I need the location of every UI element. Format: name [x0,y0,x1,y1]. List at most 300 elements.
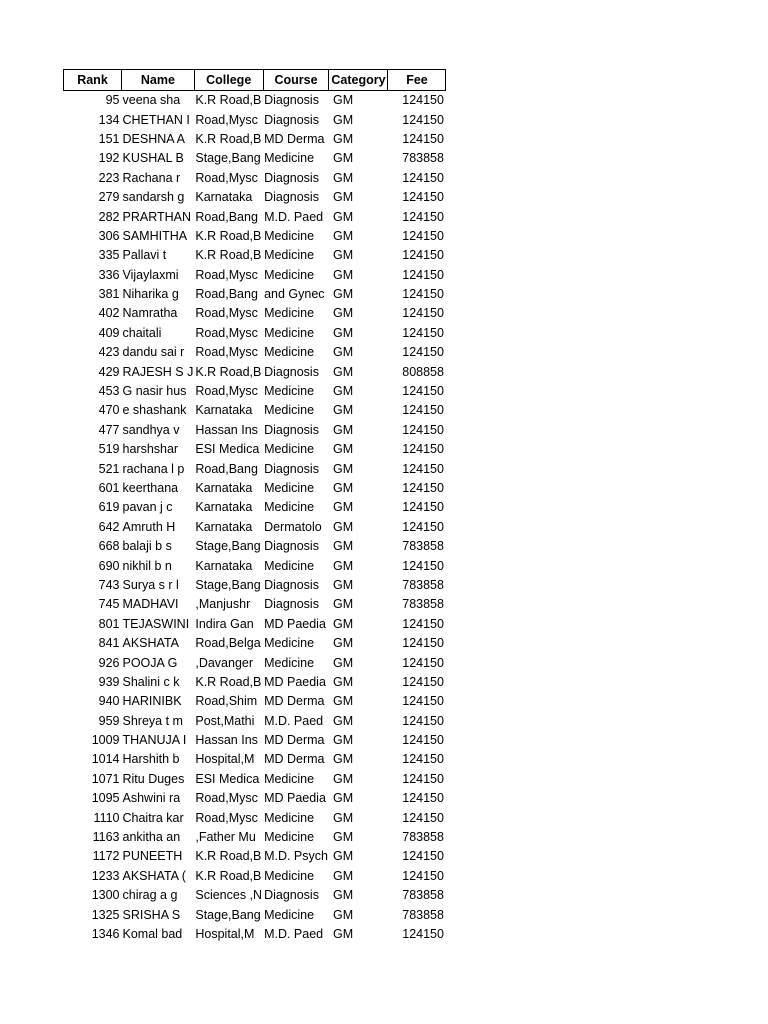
college-cell[interactable]: Road,Mysc [195,112,258,127]
rank-cell[interactable]: 1172 [92,849,120,864]
college-cell[interactable]: Indira Gan [195,616,254,631]
course-cell[interactable]: M.D. Paed [264,713,324,728]
fee-cell[interactable]: 808858 [402,364,444,379]
course-cell[interactable]: Medicine [264,228,315,243]
name-cell[interactable]: sandarsh g [122,190,185,205]
fee-cell[interactable]: 124150 [402,170,444,185]
course-cell[interactable]: Medicine [264,500,315,515]
category-cell[interactable]: GM [332,849,354,864]
category-cell[interactable]: GM [332,422,354,437]
category-cell[interactable]: GM [332,771,354,786]
college-cell[interactable]: Karnataka [195,481,253,495]
table-row [64,149,446,168]
college-cell[interactable]: Road,Mysc [195,810,258,825]
name-cell[interactable]: pavan j c [122,500,173,515]
course-cell[interactable]: Medicine [264,325,315,340]
header-fee[interactable]: Fee [388,70,446,91]
course-cell[interactable]: Diagnosis [264,364,319,379]
category-cell[interactable]: GM [332,481,354,495]
fee-cell[interactable]: 783858 [402,830,444,845]
course-cell[interactable]: Diagnosis [264,93,319,108]
college-cell[interactable]: Karnataka [195,558,253,573]
rank-cell[interactable]: 601 [98,481,120,495]
category-cell[interactable]: GM [332,209,354,224]
course-cell[interactable]: Medicine [264,306,315,321]
header-rank[interactable]: Rank [64,70,122,91]
rank-cell[interactable]: 668 [98,539,120,554]
name-cell[interactable]: HARINIBK [122,694,182,709]
course-cell[interactable]: M.D. Paed [264,926,324,941]
college-cell[interactable]: K.R Road,B [195,364,262,379]
category-cell[interactable]: GM [332,325,354,340]
table-row [64,459,446,478]
fee-cell[interactable]: 124150 [402,694,444,709]
course-cell[interactable]: Diagnosis [264,112,319,127]
name-cell[interactable]: AKSHATA ( [122,868,186,883]
category-cell[interactable]: GM [332,190,354,205]
college-cell[interactable]: ,Manjushr [195,597,251,612]
course-cell[interactable]: Medicine [264,810,315,825]
name-cell[interactable]: Shalini c k [122,674,180,689]
rank-cell[interactable]: 1095 [91,791,120,806]
fee-cell[interactable]: 783858 [402,907,444,922]
college-cell[interactable]: Stage,Bang [195,539,261,554]
college-cell[interactable]: Road,Mysc [195,325,258,340]
rank-cell[interactable]: 745 [98,597,120,612]
rank-cell[interactable]: 743 [98,577,120,592]
rank-cell[interactable]: 409 [98,325,120,340]
course-cell[interactable]: M.D. Paed [264,209,324,224]
college-cell[interactable]: Road,Mysc [195,306,258,321]
fee-cell[interactable]: 124150 [402,849,444,864]
table-body [64,91,446,945]
fee-cell[interactable]: 124150 [402,616,444,631]
name-cell[interactable]: Ritu Duges [122,771,185,786]
fee-cell[interactable]: 124150 [402,442,444,457]
course-cell[interactable]: MD Paedia [264,674,326,689]
rank-cell[interactable]: 223 [98,170,120,185]
course-cell[interactable]: Diagnosis [264,888,319,903]
name-cell[interactable]: TEJASWINI [122,616,190,631]
name-cell[interactable]: nikhil b n [122,558,172,573]
college-cell[interactable]: K.R Road,B [195,674,262,689]
category-cell[interactable]: GM [332,500,354,515]
college-cell[interactable]: Road,Mysc [195,345,258,360]
rank-cell[interactable]: 279 [98,190,120,205]
fee-cell[interactable]: 124150 [402,131,444,146]
category-cell[interactable]: GM [332,248,354,263]
rank-cell[interactable]: 1325 [91,907,120,922]
fee-cell[interactable]: 124150 [402,752,444,767]
rank-cell[interactable]: 959 [98,713,120,728]
rank-cell[interactable]: 926 [98,655,120,670]
category-cell[interactable]: GM [332,888,354,903]
category-cell[interactable]: GM [332,170,354,185]
category-cell[interactable]: GM [332,267,354,282]
name-cell[interactable]: Vijaylaxmi [122,267,179,282]
college-cell[interactable]: Karnataka [195,519,253,534]
rank-cell[interactable]: 1346 [91,926,120,941]
name-cell[interactable]: Komal bad [122,926,183,941]
course-cell[interactable]: Medicine [264,655,315,670]
name-cell[interactable]: harshshar [122,442,179,457]
name-cell[interactable]: keerthana [122,481,179,495]
name-cell[interactable]: RAJESH S J [122,364,194,379]
course-cell[interactable]: Diagnosis [264,539,319,554]
college-cell[interactable]: Hassan Ins [195,422,258,437]
table-row [64,847,446,866]
category-cell[interactable]: GM [332,403,354,418]
college-cell[interactable]: ,Davanger [195,655,254,670]
fee-cell[interactable]: 124150 [402,306,444,321]
rank-cell[interactable]: 519 [98,442,120,457]
rank-cell[interactable]: 1233 [91,868,120,883]
rank-cell[interactable]: 1300 [91,888,120,903]
fee-cell[interactable]: 124150 [402,403,444,418]
course-cell[interactable]: MD Derma [264,733,325,748]
fee-cell[interactable]: 124150 [402,384,444,399]
fee-cell[interactable]: 783858 [402,539,444,554]
rank-cell[interactable]: 642 [98,519,120,534]
header-college[interactable]: College [194,70,263,91]
college-cell[interactable]: Karnataka [195,190,253,205]
rank-cell[interactable]: 470 [98,403,120,418]
table-row [64,905,446,924]
fee-cell[interactable]: 783858 [402,151,444,166]
fee-cell[interactable]: 124150 [402,733,444,748]
fee-cell[interactable]: 124150 [402,926,444,941]
name-cell[interactable]: PRARTHAN [122,209,192,224]
course-cell[interactable]: Medicine [264,830,315,845]
table-row [64,421,446,440]
name-cell[interactable]: Amruth H [122,519,176,534]
rank-cell[interactable]: 1163 [92,830,120,845]
course-cell[interactable]: Dermatolo [264,519,322,534]
fee-cell[interactable]: 783858 [402,597,444,612]
rank-cell[interactable]: 939 [98,674,120,689]
table-row [64,382,446,401]
rank-cell[interactable]: 940 [98,694,120,709]
course-cell[interactable]: MD Paedia [264,616,326,631]
fee-cell[interactable]: 124150 [402,810,444,825]
fee-cell[interactable]: 783858 [402,888,444,903]
category-cell[interactable]: GM [332,131,354,146]
name-cell[interactable]: Rachana r [122,170,181,185]
rank-cell[interactable]: 423 [98,345,120,360]
college-cell[interactable]: Hospital,M [195,752,255,767]
name-cell[interactable]: THANUJA I [122,733,187,748]
fee-cell[interactable]: 124150 [402,209,444,224]
name-cell[interactable]: chaitali [122,325,162,340]
category-cell[interactable]: GM [332,733,354,748]
course-cell[interactable]: Medicine [264,907,315,922]
table-row [64,285,446,304]
fee-cell[interactable]: 124150 [402,655,444,670]
name-cell[interactable]: POOJA G [122,655,178,670]
name-cell[interactable]: dandu sai r [122,345,185,360]
category-cell[interactable]: GM [332,364,354,379]
category-cell[interactable]: GM [332,926,354,941]
fee-cell[interactable]: 124150 [402,771,444,786]
name-cell[interactable]: Shreya t m [122,713,183,728]
table-row [64,673,446,692]
fee-cell[interactable]: 124150 [402,791,444,806]
college-cell[interactable]: K.R Road,B [195,868,262,883]
category-cell[interactable]: GM [332,636,354,651]
college-cell[interactable]: Hospital,M [195,926,255,941]
category-cell[interactable]: GM [332,810,354,825]
category-cell[interactable]: GM [332,558,354,573]
college-cell[interactable]: Post,Mathi [195,713,255,728]
name-cell[interactable]: ankitha an [122,830,181,845]
table-row [64,808,446,827]
category-cell[interactable]: GM [332,868,354,883]
college-cell[interactable]: Stage,Bang [195,577,261,592]
college-cell[interactable]: Road,Bang [195,287,258,302]
course-cell[interactable]: and Gynec [264,287,325,302]
name-cell[interactable]: Pallavi t [122,248,167,263]
table-row [64,789,446,808]
table-row [64,615,446,634]
name-cell[interactable]: SAMHITHA [122,228,188,243]
category-cell[interactable]: GM [332,577,354,592]
table-row [64,556,446,575]
fee-cell[interactable]: 124150 [402,325,444,340]
category-cell[interactable]: GM [332,228,354,243]
name-cell[interactable]: AKSHATA [122,636,179,651]
course-cell[interactable]: Medicine [264,442,315,457]
course-cell[interactable]: Diagnosis [264,597,319,612]
rank-cell[interactable]: 336 [98,267,120,282]
rank-cell[interactable]: 429 [98,364,120,379]
college-cell[interactable]: Karnataka [195,403,253,418]
table-row [64,867,446,886]
course-cell[interactable]: Medicine [264,151,315,166]
category-cell[interactable]: GM [332,519,354,534]
rank-cell[interactable]: 306 [98,228,120,243]
category-cell[interactable]: GM [332,694,354,709]
category-cell[interactable]: GM [332,461,354,476]
rank-cell[interactable]: 282 [98,209,120,224]
college-cell[interactable]: Road,Bang [195,209,258,224]
fee-cell[interactable]: 124150 [402,713,444,728]
header-name[interactable]: Name [122,70,195,91]
category-cell[interactable]: GM [332,655,354,670]
college-cell[interactable]: K.R Road,B [195,849,262,864]
rank-cell[interactable]: 690 [98,558,120,573]
rank-cell[interactable]: 1071 [91,771,120,786]
category-cell[interactable]: GM [332,907,354,922]
rank-cell[interactable]: 1009 [91,733,120,748]
name-cell[interactable]: Ashwini ra [122,791,181,806]
course-cell[interactable]: MD Derma [264,752,325,767]
college-cell[interactable]: Stage,Bang [195,907,261,922]
college-cell[interactable]: Road,Shim [195,694,258,709]
fee-cell[interactable]: 124150 [402,228,444,243]
table-row [64,188,446,207]
name-cell[interactable]: veena sha [122,93,181,108]
rank-cell[interactable]: 151 [98,131,120,146]
fee-cell[interactable]: 124150 [402,422,444,437]
course-cell[interactable]: Medicine [264,481,315,495]
college-cell[interactable]: ESI Medica [195,771,260,786]
name-cell[interactable]: rachana l p [122,461,185,476]
fee-cell[interactable]: 124150 [402,519,444,534]
fee-cell[interactable]: 124150 [402,461,444,476]
name-cell[interactable]: e shashank [122,403,187,418]
fee-cell[interactable]: 124150 [402,481,444,495]
name-cell[interactable]: balaji b s [122,539,172,554]
category-cell[interactable]: GM [332,151,354,166]
college-cell[interactable]: K.R Road,B [195,248,262,263]
table-row [64,750,446,769]
name-cell[interactable]: Surya s r l [122,577,179,592]
rank-cell[interactable]: 619 [98,500,120,515]
name-cell[interactable]: sandhya v [122,422,180,437]
table-row [64,479,446,498]
category-cell[interactable]: GM [332,384,354,399]
category-cell[interactable]: GM [332,752,354,767]
college-cell[interactable]: Karnataka [195,500,253,515]
table-row [64,595,446,614]
course-cell[interactable]: MD Derma [264,131,325,146]
name-cell[interactable]: CHETHAN I [122,112,190,127]
college-cell[interactable]: ESI Medica [195,442,260,457]
name-cell[interactable]: SRISHA S [122,907,181,922]
rank-cell[interactable]: 95 [105,93,120,108]
college-cell[interactable]: Road,Belga [195,636,261,651]
category-cell[interactable]: GM [332,306,354,321]
course-cell[interactable]: Diagnosis [264,190,319,205]
table-row [64,731,446,750]
rank-cell[interactable]: 134 [98,112,120,127]
college-cell[interactable]: Stage,Bang [195,151,261,166]
college-cell[interactable]: ,Father Mu [195,830,256,845]
category-cell[interactable]: GM [332,287,354,302]
course-cell[interactable]: Medicine [264,771,315,786]
college-cell[interactable]: K.R Road,B [195,93,262,108]
fee-cell[interactable]: 124150 [402,248,444,263]
table-row [64,498,446,517]
name-cell[interactable]: PUNEETH [122,849,183,864]
fee-cell[interactable]: 124150 [402,267,444,282]
fee-cell[interactable]: 124150 [402,558,444,573]
course-cell[interactable]: Diagnosis [264,577,319,592]
table-row [64,576,446,595]
fee-cell[interactable]: 124150 [402,345,444,360]
rank-cell[interactable]: 521 [98,461,120,476]
college-cell[interactable]: Sciences ,N [195,888,263,903]
table-row [64,227,446,246]
rank-cell[interactable]: 477 [98,422,120,437]
table-row [64,304,446,323]
college-cell[interactable]: Road,Bang [195,461,258,476]
category-cell[interactable]: GM [332,597,354,612]
course-cell[interactable]: MD Derma [264,694,325,709]
course-cell[interactable]: Medicine [264,248,315,263]
rank-cell[interactable]: 335 [98,248,120,263]
category-cell[interactable]: GM [332,539,354,554]
name-cell[interactable]: chirag a g [122,888,178,903]
fee-cell[interactable]: 124150 [402,868,444,883]
course-cell[interactable]: Diagnosis [264,170,319,185]
name-cell[interactable]: KUSHAL B [122,151,184,166]
header-category[interactable]: Category [329,70,388,91]
fee-cell[interactable]: 124150 [402,93,444,108]
category-cell[interactable]: GM [332,616,354,631]
college-cell[interactable]: Road,Mysc [195,791,258,806]
table-row [64,770,446,789]
table-row [64,886,446,905]
fee-cell[interactable]: 124150 [402,674,444,689]
table-row [64,324,446,343]
fee-cell[interactable]: 124150 [402,636,444,651]
category-cell[interactable]: GM [332,442,354,457]
college-cell[interactable]: Road,Mysc [195,267,258,282]
rank-cell[interactable]: 453 [98,384,120,399]
name-cell[interactable]: Namratha [122,306,178,321]
college-cell[interactable]: Road,Mysc [195,170,258,185]
name-cell[interactable]: Niharika g [122,287,179,302]
rank-cell[interactable]: 402 [98,306,120,321]
name-cell[interactable]: DESHNA A [122,131,186,146]
fee-cell[interactable]: 124150 [402,112,444,127]
college-cell[interactable]: K.R Road,B [195,228,262,243]
rank-cell[interactable]: 381 [98,287,120,302]
course-cell[interactable]: Medicine [264,384,315,399]
fee-cell[interactable]: 124150 [402,287,444,302]
course-cell[interactable]: Medicine [264,636,315,651]
name-cell[interactable]: G nasir hus [122,384,187,399]
name-cell[interactable]: Chaitra kar [122,810,184,825]
category-cell[interactable]: GM [332,112,354,127]
table-row [64,692,446,711]
rank-cell[interactable]: 801 [98,616,120,631]
rank-cell[interactable]: 1110 [93,810,120,825]
fee-cell[interactable]: 783858 [402,577,444,592]
category-cell[interactable]: GM [332,674,354,689]
course-cell[interactable]: Medicine [264,558,315,573]
course-cell[interactable]: Medicine [264,403,315,418]
table-row [64,401,446,420]
college-cell[interactable]: K.R Road,B [195,131,262,146]
category-cell[interactable]: GM [332,93,354,108]
course-cell[interactable]: Diagnosis [264,422,319,437]
rank-cell[interactable]: 841 [98,636,120,651]
rank-cell[interactable]: 192 [98,151,120,166]
table-row [64,828,446,847]
course-cell[interactable]: Medicine [264,267,315,282]
course-cell[interactable]: Diagnosis [264,461,319,476]
header-course[interactable]: Course [263,70,329,91]
table-row [64,130,446,149]
fee-cell[interactable]: 124150 [402,190,444,205]
name-cell[interactable]: MADHAVI [122,597,179,612]
college-cell[interactable]: Hassan Ins [195,733,258,748]
category-cell[interactable]: GM [332,713,354,728]
category-cell[interactable]: GM [332,830,354,845]
category-cell[interactable]: GM [332,345,354,360]
course-cell[interactable]: MD Paedia [264,791,326,806]
course-cell[interactable]: M.D. Psych [264,849,328,864]
college-cell[interactable]: Road,Mysc [195,384,258,399]
course-cell[interactable]: Medicine [264,345,315,360]
fee-cell[interactable]: 124150 [402,500,444,515]
category-cell[interactable]: GM [332,791,354,806]
rank-cell[interactable]: 1014 [91,752,120,767]
name-cell[interactable]: Harshith b [122,752,180,767]
course-cell[interactable]: Medicine [264,868,315,883]
